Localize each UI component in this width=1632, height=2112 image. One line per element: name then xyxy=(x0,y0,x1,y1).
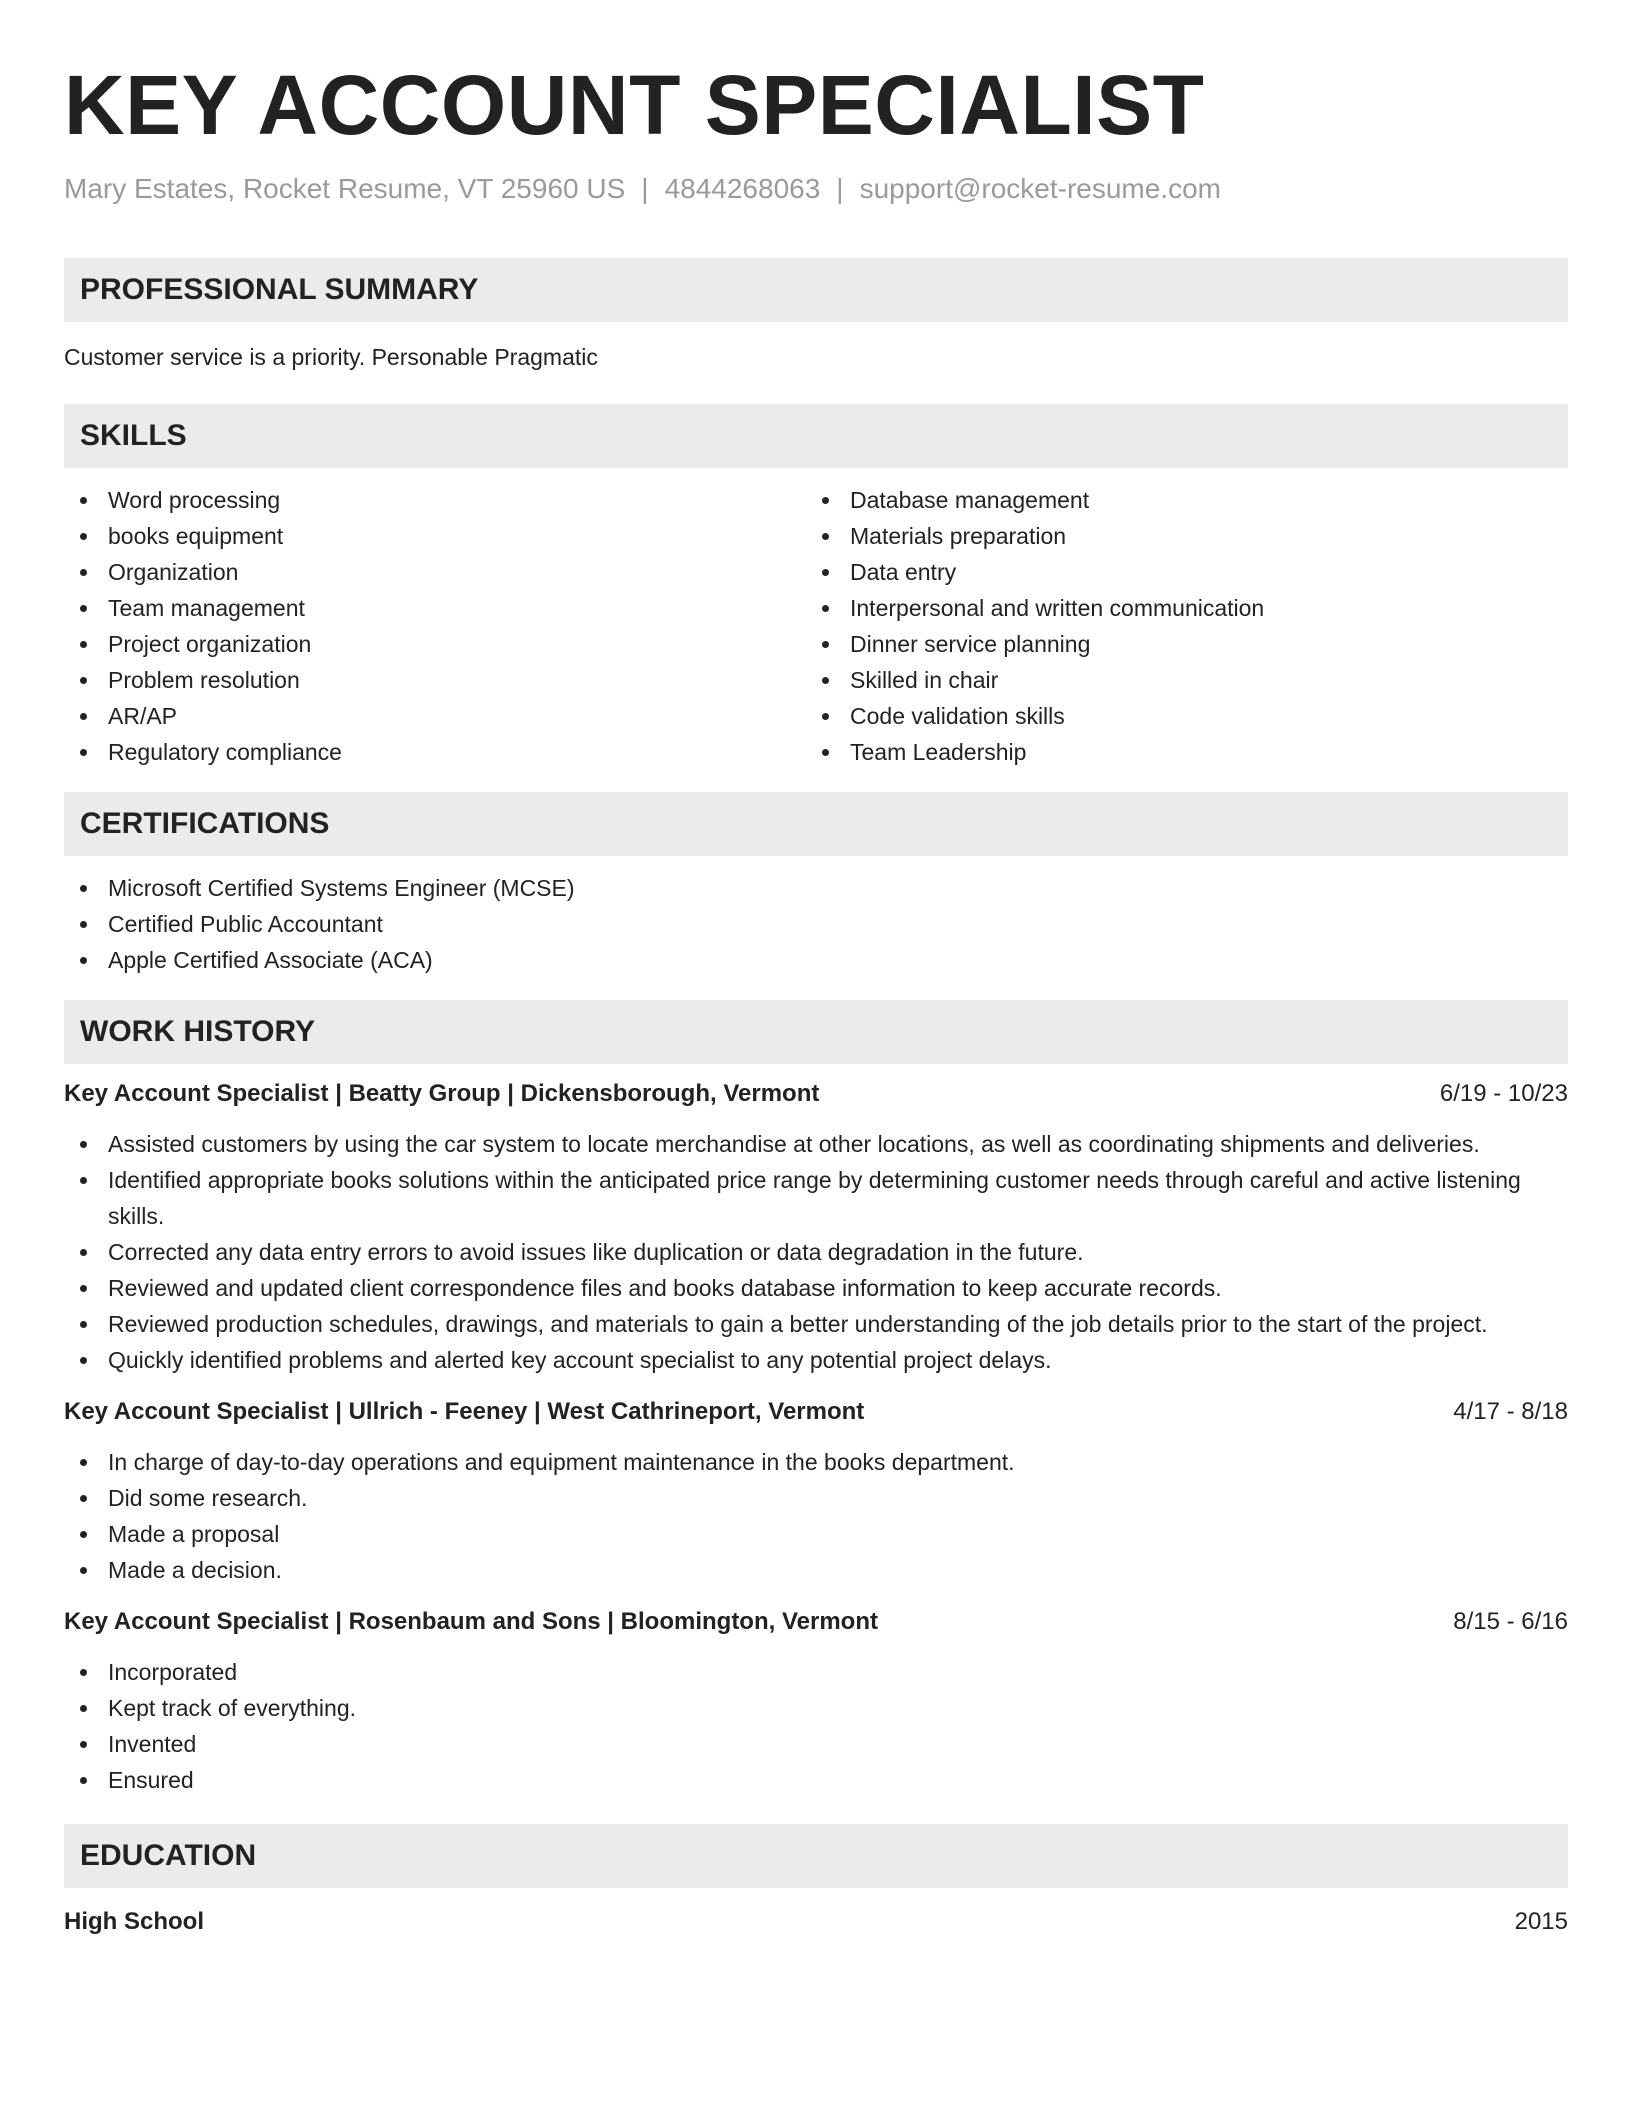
job-title: Key Account Specialist | Rosenbaum and Sons | Bloomington, Vermont xyxy=(64,1608,878,1635)
list-item: Kept track of everything. xyxy=(64,1690,1568,1726)
list-item: Word processing xyxy=(64,482,806,518)
phone: 4844268063 xyxy=(664,173,821,204)
education-year: 2015 xyxy=(1514,1908,1568,1935)
job-dates: 6/19 - 10/23 xyxy=(1439,1080,1568,1107)
list-item: Organization xyxy=(64,554,806,590)
job-title: Key Account Specialist | Ullrich - Feeney | West Cathrineport, Vermont xyxy=(64,1398,865,1425)
education-degree: High School xyxy=(64,1908,204,1935)
section-header-certifications: CERTIFICATIONS xyxy=(64,792,1568,856)
list-item: Code validation skills xyxy=(806,698,1548,734)
skills-list-left xyxy=(64,482,806,770)
job-title: Key Account Specialist | Beatty Group | Dickensborough, Vermont xyxy=(64,1080,820,1107)
list-item: Reviewed production schedules, drawings, and materials to gain a better understanding of the job details prior to the start of the project. xyxy=(64,1306,1568,1342)
list-item: Quickly identified problems and alerted key account specialist to any potential project delays. xyxy=(64,1342,1568,1378)
list-item: Team management xyxy=(64,590,806,626)
list-item: Corrected any data entry errors to avoid issues like duplication or data degradation in the future. xyxy=(64,1234,1568,1270)
job-entry xyxy=(64,1078,1568,1378)
list-item: Apple Certified Associate (ACA) xyxy=(64,942,1568,978)
job-header xyxy=(64,1078,1568,1110)
job-bullets xyxy=(64,1126,1568,1378)
contact-line xyxy=(64,172,1568,206)
list-item: Interpersonal and written communication xyxy=(806,590,1548,626)
skills-columns xyxy=(64,482,1568,770)
section-header-skills: SKILLS xyxy=(64,404,1568,468)
list-item: Reviewed and updated client correspondence files and books database information to keep accurate records. xyxy=(64,1270,1568,1306)
list-item: Microsoft Certified Systems Engineer (MCSE) xyxy=(64,870,1568,906)
job-header xyxy=(64,1606,1568,1638)
job-dates: 4/17 - 8/18 xyxy=(1453,1398,1568,1425)
list-item: Did some research. xyxy=(64,1480,1568,1516)
list-item: AR/AP xyxy=(64,698,806,734)
list-item: Team Leadership xyxy=(806,734,1548,770)
list-item: Materials preparation xyxy=(806,518,1548,554)
list-item: Certified Public Accountant xyxy=(64,906,1568,942)
resume-title: KEY ACCOUNT SPECIALIST xyxy=(64,58,1205,152)
list-item: Problem resolution xyxy=(64,662,806,698)
separator: | xyxy=(836,173,844,204)
skills-column-left xyxy=(64,482,806,770)
list-item: Identified appropriate books solutions within the anticipated price range by determining customer needs through careful and active listening skills. xyxy=(64,1162,1568,1234)
list-item: Made a proposal xyxy=(64,1516,1568,1552)
list-item: In charge of day-to-day operations and equipment maintenance in the books department. xyxy=(64,1444,1568,1480)
job-entry xyxy=(64,1606,1568,1798)
separator: | xyxy=(641,173,649,204)
list-item: Project organization xyxy=(64,626,806,662)
email: support@rocket-resume.com xyxy=(859,173,1222,204)
list-item: Data entry xyxy=(806,554,1548,590)
section-header-work-history: WORK HISTORY xyxy=(64,1000,1568,1064)
list-item: books equipment xyxy=(64,518,806,554)
list-item: Assisted customers by using the car system to locate merchandise at other locations, as well as coordinating shipments and deliveries. xyxy=(64,1126,1568,1162)
job-bullets xyxy=(64,1444,1568,1588)
list-item: Made a decision. xyxy=(64,1552,1568,1588)
list-item: Skilled in chair xyxy=(806,662,1548,698)
job-entry xyxy=(64,1396,1568,1588)
list-item: Invented xyxy=(64,1726,1568,1762)
skills-list-right xyxy=(806,482,1548,770)
section-header-summary: PROFESSIONAL SUMMARY xyxy=(64,258,1568,322)
address: Mary Estates, Rocket Resume, VT 25960 US xyxy=(64,173,626,204)
education-entry xyxy=(64,1906,1568,1938)
job-header xyxy=(64,1396,1568,1428)
section-header-education: EDUCATION xyxy=(64,1824,1568,1888)
summary-text: Customer service is a priority. Personable Pragmatic xyxy=(64,344,598,370)
list-item: Incorporated xyxy=(64,1654,1568,1690)
job-bullets xyxy=(64,1654,1568,1798)
list-item: Ensured xyxy=(64,1762,1568,1798)
work-history-list xyxy=(64,1078,1568,1798)
list-item: Regulatory compliance xyxy=(64,734,806,770)
skills-column-right xyxy=(806,482,1548,770)
certifications-list xyxy=(64,870,1568,978)
list-item: Database management xyxy=(806,482,1548,518)
list-item: Dinner service planning xyxy=(806,626,1548,662)
job-dates: 8/15 - 6/16 xyxy=(1453,1608,1568,1635)
